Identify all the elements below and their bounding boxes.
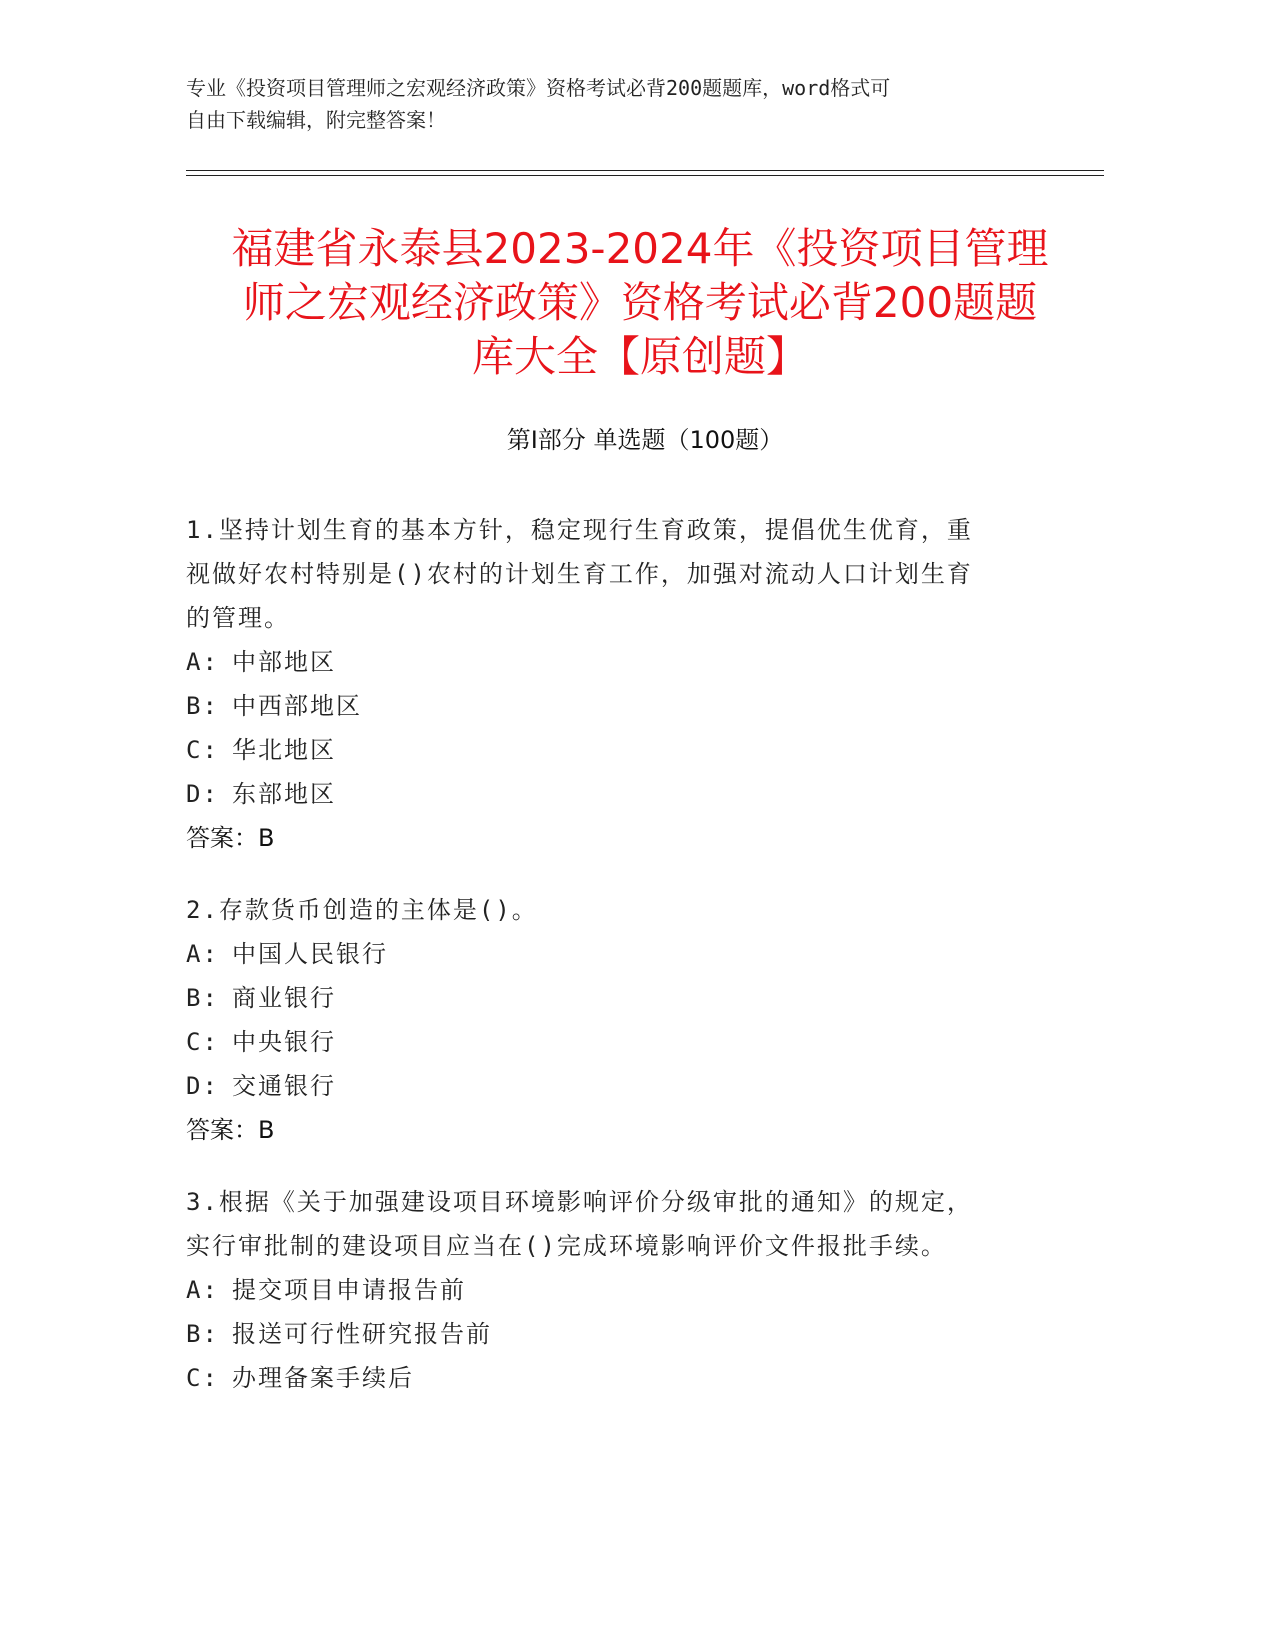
answer-option bbox=[186, 1268, 1086, 1312]
option-letter: C: bbox=[186, 1028, 219, 1056]
question-stem-line: 2.存款货币创造的主体是()。 bbox=[186, 896, 538, 924]
option-letter: C: bbox=[186, 736, 219, 764]
header-divider-top bbox=[186, 170, 1104, 171]
document-title bbox=[190, 222, 1090, 384]
header-divider-bottom bbox=[186, 175, 1104, 176]
option-letter: B: bbox=[186, 692, 219, 720]
title-line: 福建省永泰县2023-2024年《投资项目管理 bbox=[231, 224, 1049, 273]
answer-option bbox=[186, 1356, 1086, 1400]
header-note-line: 专业《投资项目管理师之宏观经济政策》资格考试必背200题题库，word格式可 bbox=[186, 76, 891, 100]
answer-option bbox=[186, 728, 1086, 772]
option-letter: A: bbox=[186, 1276, 219, 1304]
question-stem-line: 的管理。 bbox=[186, 604, 290, 632]
question-stem-line: 实行审批制的建设项目应当在()完成环境影响评价文件报批手续。 bbox=[186, 1232, 947, 1260]
title-line: 库大全【原创题】 bbox=[471, 332, 808, 381]
question-item bbox=[186, 1180, 1086, 1400]
section-heading: 第I部分 单选题（100题） bbox=[506, 426, 784, 454]
question-stem-line: 1.坚持计划生育的基本方针，稳定现行生育政策，提倡优生优育，重 bbox=[186, 516, 973, 544]
answer-option bbox=[186, 976, 1086, 1020]
option-letter: B: bbox=[186, 1320, 219, 1348]
question-item bbox=[186, 888, 1086, 1152]
option-letter: A: bbox=[186, 648, 219, 676]
header-note bbox=[186, 72, 1066, 136]
option-text: 中国人民银行 bbox=[232, 940, 388, 968]
option-text: 中西部地区 bbox=[232, 692, 362, 720]
question-stem-line: 3.根据《关于加强建设项目环境影响评价分级审批的通知》的规定， bbox=[186, 1188, 973, 1216]
answer-option bbox=[186, 1020, 1086, 1064]
answer-option bbox=[186, 932, 1086, 976]
title-line: 师之宏观经济政策》资格考试必背200题题 bbox=[242, 278, 1038, 327]
question-stem-line: 视做好农村特别是()农村的计划生育工作，加强对流动人口计划生育 bbox=[186, 560, 973, 588]
answer-option bbox=[186, 1064, 1086, 1108]
answer-option bbox=[186, 772, 1086, 816]
question-list bbox=[186, 508, 1086, 1428]
option-text: 交通银行 bbox=[232, 1072, 336, 1100]
option-text: 提交项目申请报告前 bbox=[232, 1276, 466, 1304]
option-text: 中部地区 bbox=[232, 648, 336, 676]
option-letter: D: bbox=[186, 780, 219, 808]
question-item bbox=[186, 508, 1086, 860]
option-text: 中央银行 bbox=[232, 1028, 336, 1056]
option-text: 东部地区 bbox=[232, 780, 336, 808]
answer-option bbox=[186, 1312, 1086, 1356]
option-text: 商业银行 bbox=[232, 984, 336, 1012]
answer-key: 答案：B bbox=[186, 824, 275, 852]
option-letter: D: bbox=[186, 1072, 219, 1100]
option-text: 报送可行性研究报告前 bbox=[232, 1320, 492, 1348]
option-letter: C: bbox=[186, 1364, 219, 1392]
option-text: 办理备案手续后 bbox=[232, 1364, 414, 1392]
answer-option bbox=[186, 684, 1086, 728]
answer-key: 答案：B bbox=[186, 1116, 275, 1144]
option-letter: A: bbox=[186, 940, 219, 968]
answer-option bbox=[186, 640, 1086, 684]
option-letter: B: bbox=[186, 984, 219, 1012]
header-note-line: 自由下载编辑，附完整答案！ bbox=[186, 108, 446, 132]
option-text: 华北地区 bbox=[232, 736, 336, 764]
